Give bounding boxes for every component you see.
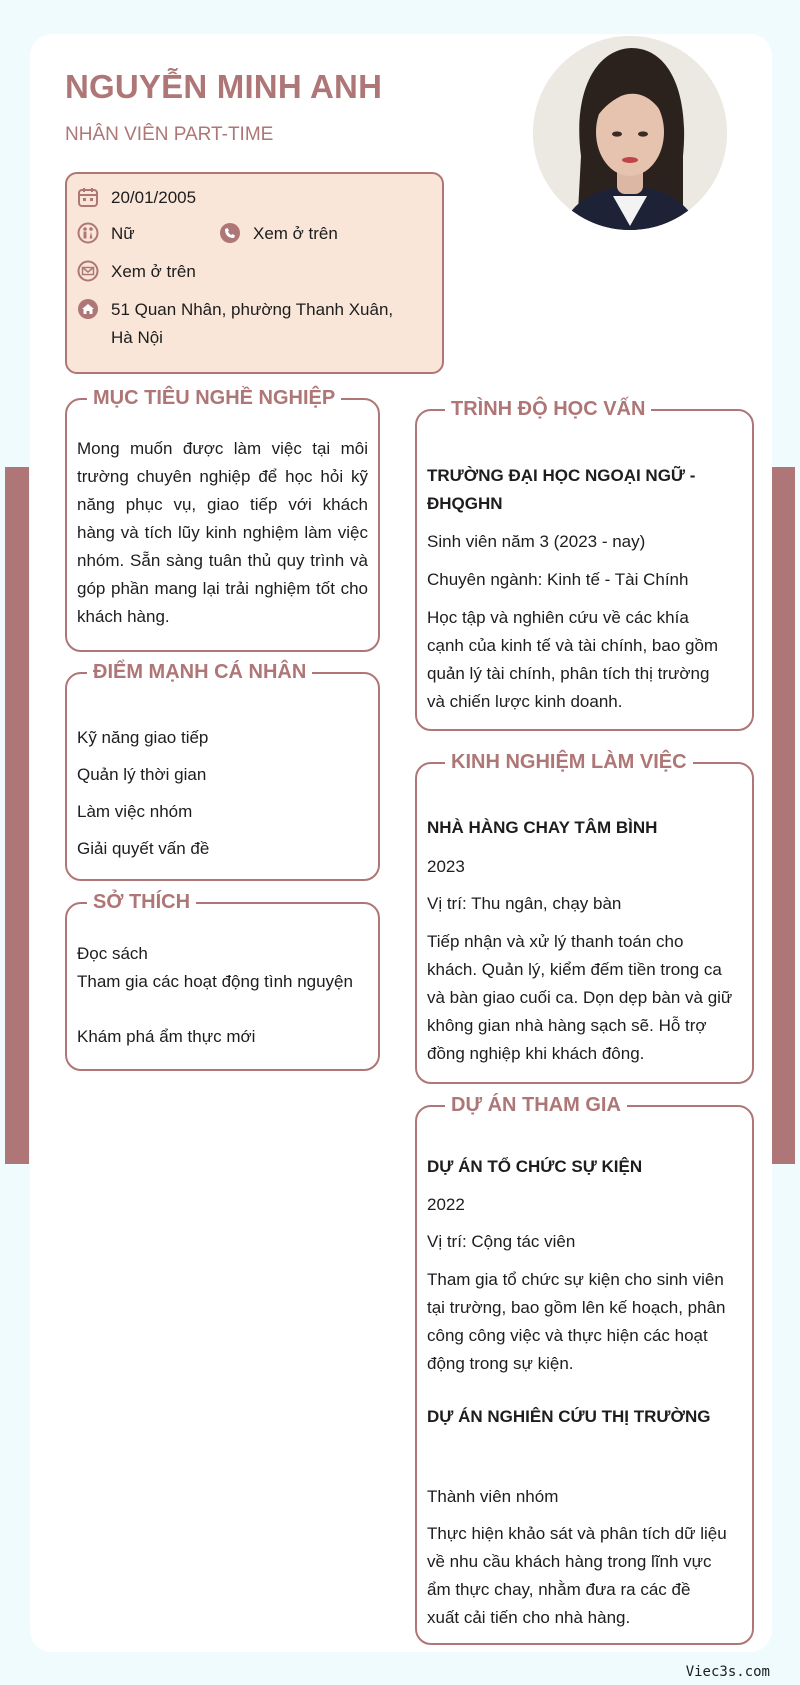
phone-icon bbox=[219, 222, 241, 244]
contact-email: Xem ở trên bbox=[77, 258, 196, 286]
section-strengths bbox=[65, 661, 380, 881]
project-year: 2022 bbox=[427, 1195, 465, 1214]
calendar-icon bbox=[77, 186, 99, 208]
experience-year: 2023 bbox=[427, 857, 465, 876]
experience-position: Vị trí: Thu ngân, chạy bàn bbox=[427, 894, 622, 913]
objective-text: Mong muốn được làm việc tại môi trường chuyên nghiệp để học hỏi kỹ năng phục vụ, giao tiếp với khách hàng và tích lũy kinh nghiệm làm việc nhóm. Sẵn sàng tuân thủ quy trình và góp phần mang lại trải nghiệm tốt cho khách hàng. bbox=[77, 439, 368, 626]
experience-desc: Tiếp nhận và xử lý thanh toán cho khách. Quản lý, kiểm đếm tiền trong ca và bàn giao cuối ca. Dọn dẹp bàn và giữ không gian nhà hàng sạch sẽ. Hỗ trợ đồng nghiệp khi khách đông. bbox=[427, 932, 733, 1063]
section-education bbox=[415, 398, 754, 731]
education-year: Sinh viên năm 3 (2023 - nay) bbox=[427, 532, 646, 551]
avatar bbox=[533, 36, 727, 230]
home-icon bbox=[77, 298, 99, 320]
watermark: Viec3s.com bbox=[685, 1664, 770, 1680]
candidate-name: NGUYỄN MINH ANH bbox=[65, 68, 383, 105]
hobby-item: Đọc sách bbox=[77, 944, 148, 963]
contact-phone: Xem ở trên bbox=[219, 220, 338, 248]
candidate-role: NHÂN VIÊN PART-TIME bbox=[65, 124, 274, 145]
strength-item: Quản lý thời gian bbox=[77, 765, 207, 784]
project-name: DỰ ÁN NGHIÊN CỨU THỊ TRƯỜNG bbox=[427, 1407, 711, 1426]
left-decor-band bbox=[5, 467, 29, 1164]
hobbies-title: SỞ THÍCH bbox=[87, 888, 196, 916]
education-school: TRƯỜNG ĐẠI HỌC NGOẠI NGỮ - ĐHQGHN bbox=[427, 466, 696, 513]
hobby-item: Tham gia các hoạt động tình nguyện bbox=[77, 972, 353, 991]
mail-icon bbox=[77, 260, 99, 282]
projects-title: DỰ ÁN THAM GIA bbox=[445, 1091, 627, 1119]
strengths-title: ĐIỂM MẠNH CÁ NHÂN bbox=[87, 658, 312, 686]
education-title: TRÌNH ĐỘ HỌC VẤN bbox=[445, 395, 651, 423]
education-desc: Học tập và nghiên cứu về các khía cạnh của kinh tế và tài chính, bao gồm quản lý tài chính, phân tích thị trường và chiến lược kinh doanh. bbox=[427, 608, 719, 711]
contact-box bbox=[65, 172, 444, 374]
experience-company: NHÀ HÀNG CHAY TÂM BÌNH bbox=[427, 818, 658, 837]
project-desc: Thực hiện khảo sát và phân tích dữ liệu về nhu cầu khách hàng trong lĩnh vực ẩm thực chay, nhằm đưa ra các đề xuất cải tiến cho nhà hàng. bbox=[427, 1524, 727, 1627]
contact-gender: Nữ bbox=[77, 220, 135, 248]
experience-title: KINH NGHIỆM LÀM VIỆC bbox=[445, 748, 693, 776]
right-decor-band bbox=[771, 467, 795, 1164]
education-major: Chuyên ngành: Kinh tế - Tài Chính bbox=[427, 570, 689, 589]
gender-icon bbox=[77, 222, 99, 244]
strength-item: Làm việc nhóm bbox=[77, 802, 193, 821]
objective-title: MỤC TIÊU NGHỀ NGHIỆP bbox=[87, 384, 341, 412]
contact-address: 51 Quan Nhân, phường Thanh Xuân, Hà Nội bbox=[77, 296, 393, 352]
project-name: DỰ ÁN TỔ CHỨC SỰ KIỆN bbox=[427, 1157, 643, 1176]
project-position: Vị trí: Cộng tác viên bbox=[427, 1232, 576, 1251]
section-objective bbox=[65, 387, 380, 652]
section-experience bbox=[415, 751, 754, 1084]
strength-item: Kỹ năng giao tiếp bbox=[77, 728, 209, 747]
project-desc: Tham gia tổ chức sự kiện cho sinh viên tại trường, bao gồm lên kế hoạch, phân công công việc và thực hiện các hoạt động trong sự kiện. bbox=[427, 1270, 726, 1373]
strength-item: Giải quyết vấn đề bbox=[77, 839, 210, 858]
section-hobbies bbox=[65, 891, 380, 1071]
hobby-item: Khám phá ẩm thực mới bbox=[77, 1027, 256, 1046]
contact-birthday: 20/01/2005 bbox=[77, 184, 196, 212]
section-projects bbox=[415, 1094, 754, 1645]
project-position: Thành viên nhóm bbox=[427, 1487, 559, 1506]
